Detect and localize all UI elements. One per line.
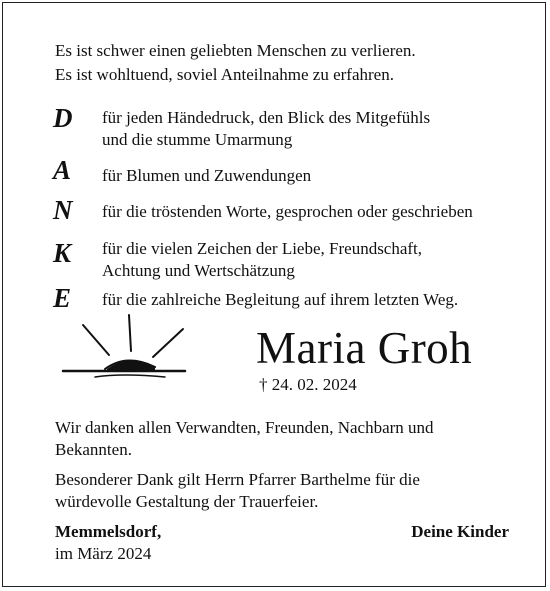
- danke-letter: K: [53, 238, 72, 268]
- danke-letter: A: [53, 155, 72, 185]
- signature: Deine Kinder: [411, 522, 509, 541]
- danke-letter: N: [53, 195, 73, 225]
- thanks-paragraph-1: [55, 417, 434, 461]
- danke-row-k: [53, 234, 523, 279]
- intro-line-2: Es ist wohltuend, soviel Anteilnahme zu erfahren.: [55, 65, 394, 84]
- danke-text: für Blumen und Zuwendungen: [102, 166, 312, 185]
- danke-row-e: [53, 279, 523, 315]
- danke-letter: E: [53, 283, 72, 313]
- deceased-name: Maria Groh: [256, 323, 473, 373]
- danke-list: [53, 103, 523, 315]
- sunset-over-water-icon: [61, 313, 191, 383]
- danke-text: für die vielen Zeichen der Liebe, Freundschaft,: [102, 239, 423, 258]
- danke-text: und die stumme Umarmung: [102, 130, 293, 149]
- danke-text: für die tröstenden Worte, gesprochen oder geschrieben: [102, 202, 473, 221]
- danke-row-n: [53, 193, 523, 234]
- death-date: † 24. 02. 2024: [259, 375, 357, 394]
- intro-text: [55, 39, 416, 87]
- danke-letter: D: [53, 103, 73, 133]
- danke-text: für die zahlreiche Begleitung auf ihrem letzten Weg.: [102, 290, 459, 309]
- thanks-line: Besonderer Dank gilt Herrn Pfarrer Barthelme für die: [55, 470, 420, 489]
- danke-row-d: [53, 103, 523, 155]
- intro-line-1: Es ist schwer einen geliebten Menschen zu verlieren.: [55, 41, 416, 60]
- thanks-line: würdevolle Gestaltung der Trauerfeier.: [55, 492, 319, 511]
- thanks-line: Bekannten.: [55, 440, 132, 459]
- thanks-line: Wir danken allen Verwandten, Freunden, Nachbarn und: [55, 418, 434, 437]
- danke-row-a: [53, 155, 523, 193]
- danke-text: Achtung und Wertschätzung: [102, 261, 295, 280]
- thanks-paragraph-2: [55, 469, 420, 513]
- danke-text: für jeden Händedruck, den Blick des Mitgefühls: [102, 108, 431, 127]
- obituary-card: [2, 2, 546, 587]
- place-and-date: [55, 521, 161, 565]
- place: Memmelsdorf,: [55, 522, 162, 541]
- date: im März 2024: [55, 544, 152, 563]
